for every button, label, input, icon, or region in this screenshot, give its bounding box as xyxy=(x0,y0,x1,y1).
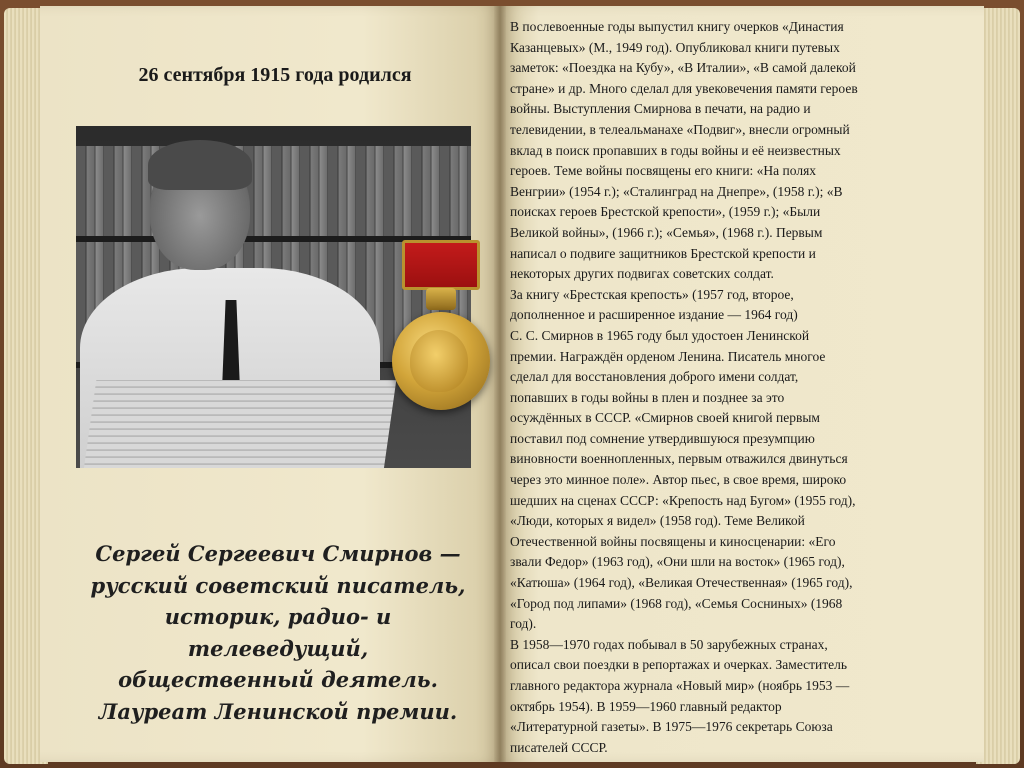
text-line: через это минное поле». Автор пьес, в свое время, широко xyxy=(510,472,847,488)
text-line: описал свои поездки в репортажах и очерках. Заместитель xyxy=(510,657,848,673)
text-line: поставил под сомнение утвердившуюся презумпцию xyxy=(510,430,815,446)
text-line: стране» и др. Много сделал для увековечения памяти героев xyxy=(510,80,858,96)
caption-line: историк, радио- и телеведущий, xyxy=(164,604,392,661)
person-hair xyxy=(148,140,252,190)
text-line: «Люди, которых я видел» (1958 год). Теме Великой xyxy=(510,513,805,529)
medal-clasp xyxy=(426,288,456,310)
text-line: осуждённых в СССР. «Смирнов своей книгой первым xyxy=(510,410,820,426)
text-line: шедших на сценах СССР: «Крепость над Бугом» (1955 год), xyxy=(510,492,856,508)
medal-ribbon xyxy=(402,240,480,290)
text-line: телевидении, в телеальманахе «Подвиг», внесли огромный xyxy=(510,121,850,137)
text-line: Венгрии» (1954 г.); «Сталинград на Днепре», (1958 г.); «В xyxy=(510,183,843,199)
text-line: написал о подвиге защитников Брестской крепости и xyxy=(510,245,816,261)
author-caption xyxy=(84,538,472,727)
text-line: Отечественной войны посвящены и киносценарии: «Его xyxy=(510,533,836,549)
text-line: попавших в годы войны в плен и позднее за это xyxy=(510,389,785,405)
medal-portrait-relief xyxy=(410,330,468,392)
text-line: октябрь 1954). В 1959—1960 главный редактор xyxy=(510,698,782,714)
biography-text xyxy=(510,17,938,758)
text-line: премии. Награждён орденом Ленина. Писатель многое xyxy=(510,348,826,364)
text-line: В 1958—1970 годах побывал в 50 зарубежных странах, xyxy=(510,636,828,652)
stack-of-papers xyxy=(84,380,397,468)
text-line: Казанцевых» (М., 1949 год). Опубликовал книги путевых xyxy=(510,39,840,55)
caption-line: Лауреат Ленинской премии. xyxy=(98,698,458,724)
text-line: некоторых других подвигах советских солдат. xyxy=(510,266,774,282)
bookshelf-row xyxy=(76,146,471,236)
portrait-photo xyxy=(76,126,471,468)
text-line: писателей СССР. xyxy=(510,739,608,755)
text-line: вклад в поиск пропавших в годы войны и её неизвестных xyxy=(510,142,841,158)
caption-line: Сергей Сергеевич Смирнов — xyxy=(95,541,461,566)
text-line: заметок: «Поездка на Кубу», «В Италии», «В самой далекой xyxy=(510,60,856,76)
text-line: сделал для восстановления доброго имени солдат, xyxy=(510,369,799,385)
text-line: «Катюша» (1964 год), «Великая Отечественная» (1965 год), xyxy=(510,575,853,591)
text-line: В послевоенные годы выпустил книгу очерков «Династия xyxy=(510,19,844,34)
caption-line: общественный деятель. xyxy=(118,667,438,692)
text-line: звали Федор» (1963 год), «Они шли на восток» (1965 год), xyxy=(510,554,845,570)
text-line: Великой войны», (1966 г.); «Семья», (1968 г.). Первым xyxy=(510,224,823,240)
text-line: За книгу «Брестская крепость» (1957 год, второе, xyxy=(510,286,794,302)
text-line: поисках героев Брестской крепости», (1959 г.); «Были xyxy=(510,204,821,220)
birth-date-heading: 26 сентября 1915 года родился xyxy=(138,64,412,86)
text-line: С. С. Смирнов в 1965 году был удостоен Ленинской xyxy=(510,327,810,343)
text-line: войны. Выступления Смирнова в печати, на радио и xyxy=(510,101,811,117)
text-line: виновности военнопленных, первым отважился двинуться xyxy=(510,451,848,467)
text-line: главного редактора журнала «Новый мир» (ноябрь 1953 — xyxy=(510,678,850,693)
book-spine-gutter xyxy=(494,6,506,762)
text-line: «Литературной газеты». В 1975—1976 секретарь Союза xyxy=(510,719,833,735)
text-line: «Город под липами» (1968 год), «Семья Сосниных» (1968 xyxy=(510,595,843,611)
text-line: дополненное и расширенное издание — 1964 год) xyxy=(510,307,798,323)
text-line: героев. Теме войны посвящены его книги: «На полях xyxy=(510,163,817,179)
text-line: год). xyxy=(510,616,537,632)
caption-line: русский советский писатель, xyxy=(90,572,466,598)
